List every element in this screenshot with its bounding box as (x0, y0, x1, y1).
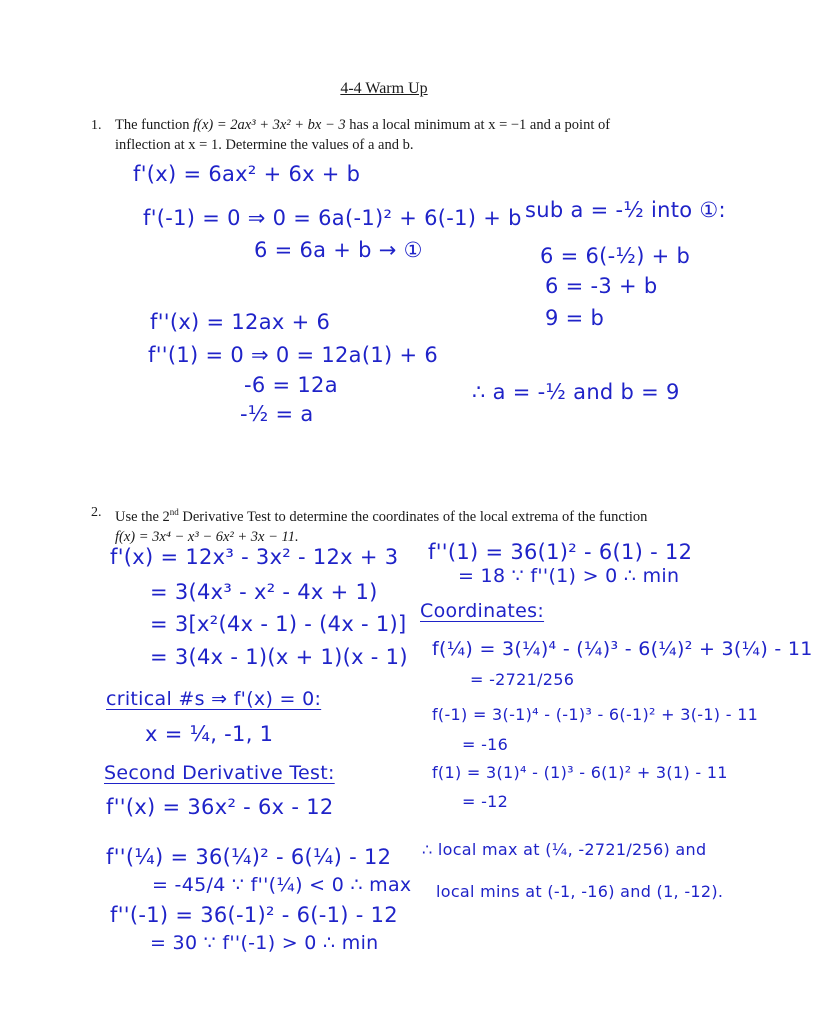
question-1-number: 1. (91, 118, 102, 133)
question-1-prefix: The function (115, 117, 194, 133)
second-derivative-test-heading: Second Derivative Test: (104, 762, 335, 784)
question-2-superscript: nd (169, 507, 179, 517)
q2-left-line-9: f''(¼) = 36(¼)² - 6(¼) - 12 (106, 845, 392, 869)
question-1-text (115, 115, 715, 155)
q2-right-line-7: = -16 (462, 735, 509, 754)
question-2-prefix: Use the 2 (115, 508, 170, 525)
q2-right-line-9: = -12 (462, 792, 509, 811)
q2-right-line-8: f(1) = 3(1)⁴ - (1)³ - 6(1)² + 3(1) - 11 (432, 763, 728, 782)
q1-work-line-6: -6 = 12a (244, 373, 338, 397)
q2-left-line-1: f'(x) = 12x³ - 3x² - 12x + 3 (110, 545, 399, 569)
q2-left-line-11: f''(-1) = 36(-1)² - 6(-1) - 12 (110, 903, 398, 927)
q1-conclusion: ∴ a = -½ and b = 9 (472, 380, 680, 404)
q2-right-line-5: = -2721/256 (470, 670, 575, 689)
question-2-function: f(x) = 3x⁴ − x³ − 6x² + 3x − 11. (115, 528, 299, 545)
q2-right-line-6: f(-1) = 3(-1)⁴ - (-1)³ - 6(-1)² + 3(-1) - 11 (432, 705, 759, 724)
q2-right-line-4: f(¼) = 3(¼)⁴ - (¼)³ - 6(¼)² + 3(¼) - 11 (432, 638, 813, 660)
worksheet-title: 4-4 Warm Up (340, 80, 428, 97)
q1-work-line-2: f'(-1) = 0 ⇒ 0 = 6a(-1)² + 6(-1) + b (143, 206, 522, 230)
q1-work-line-3: 6 = 6a + b → ① (254, 238, 423, 262)
q1-work-line-4: f''(x) = 12ax + 6 (150, 310, 331, 334)
question-1-line-1 (115, 115, 715, 135)
q1-work-line-10: 6 = -3 + b (545, 274, 658, 298)
question-1-function: f(x) = 2ax³ + 3x² + bx − 3 (193, 117, 346, 133)
q2-conclusion-line-1: ∴ local max at (¼, -2721/256) and (422, 840, 707, 859)
q2-left-line-8: f''(x) = 36x² - 6x - 12 (106, 795, 334, 819)
coordinates-heading: Coordinates: (420, 600, 545, 622)
q1-work-line-1: f'(x) = 6ax² + 6x + b (133, 162, 361, 186)
q1-work-line-11: 9 = b (545, 306, 605, 330)
critical-numbers-heading: critical #s ⇒ f'(x) = 0: (106, 688, 322, 710)
q2-left-line-2: = 3(4x³ - x² - 4x + 1) (150, 580, 378, 604)
critical-numbers-values: x = ¼, -1, 1 (145, 722, 274, 746)
q2-left-line-12: = 30 ∵ f''(-1) > 0 ∴ min (150, 932, 379, 954)
q1-work-line-9: 6 = 6(-½) + b (540, 244, 691, 268)
question-2-number: 2. (91, 505, 102, 520)
q2-right-line-2: = 18 ∵ f''(1) > 0 ∴ min (458, 565, 680, 587)
question-2-suffix: Derivative Test to determine the coordinates of the local extrema of the function (178, 508, 648, 525)
q2-left-line-10: = -45/4 ∵ f''(¼) < 0 ∴ max (152, 874, 412, 896)
question-2-line-1 (115, 502, 735, 527)
question-1-suffix: has a local minimum at x = −1 and a point of (345, 117, 611, 133)
q2-right-line-1: f''(1) = 36(1)² - 6(1) - 12 (428, 540, 693, 564)
q2-left-line-3: = 3[x²(4x - 1) - (4x - 1)] (150, 612, 407, 636)
q1-work-line-8: sub a = -½ into ①: (525, 198, 726, 222)
q2-conclusion-line-2: local mins at (-1, -16) and (1, -12). (436, 882, 724, 901)
q1-work-line-7: -½ = a (240, 402, 314, 426)
q2-left-line-4: = 3(4x - 1)(x + 1)(x - 1) (150, 645, 408, 669)
question-1-line-2: inflection at x = 1. Determine the values of a and b. (115, 137, 414, 153)
q1-work-line-5: f''(1) = 0 ⇒ 0 = 12a(1) + 6 (148, 343, 438, 367)
